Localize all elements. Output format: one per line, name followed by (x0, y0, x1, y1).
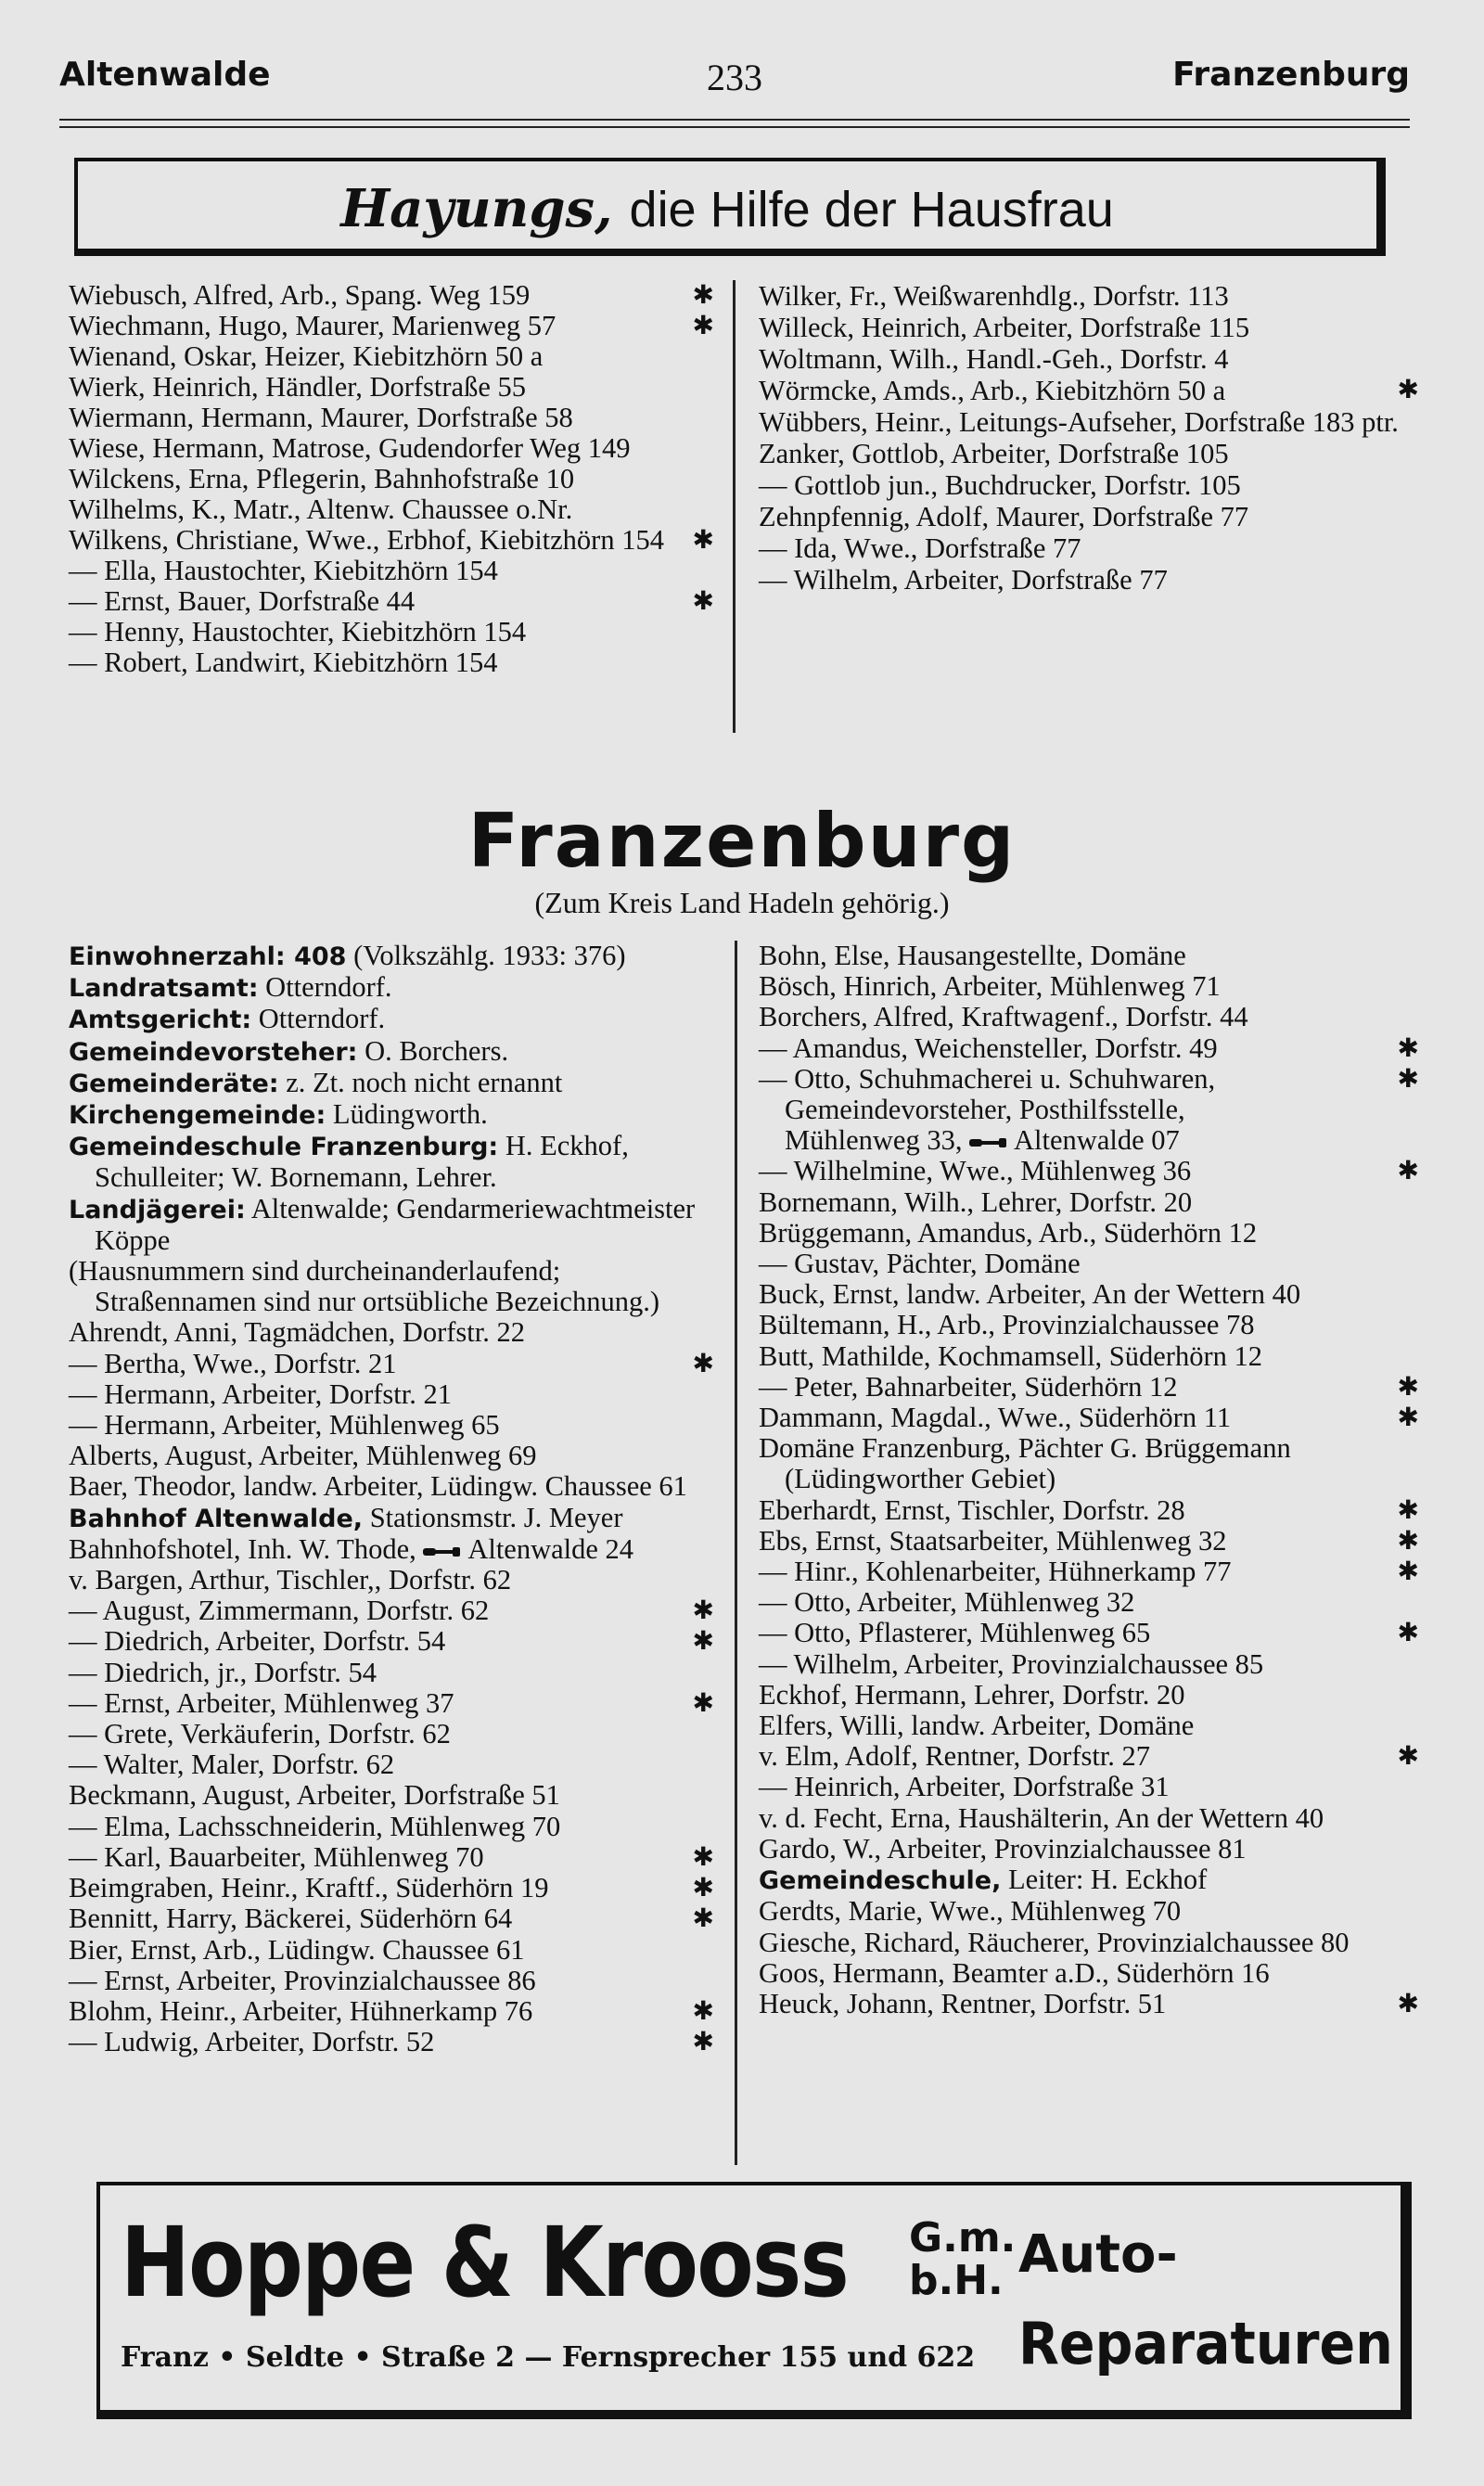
ad-gmbh: G.m. b.H. (909, 2214, 1017, 2304)
directory-entry: Wilhelms, K., Matr., Altenw. Chaussee o.Nr. (69, 493, 573, 525)
info-gemeinderaete: Gemeinderäte: z. Zt. noch nicht ernannt (69, 1066, 563, 1098)
lower-right-column (759, 941, 1423, 2019)
directory-entry: Brüggemann, Amandus, Arb., Süderhörn 12 (759, 1216, 1258, 1249)
star-icon: ✱ (692, 526, 714, 555)
directory-entry: Blohm, Heinr., Arbeiter, Hühnerkamp 76 ✱ (69, 1994, 714, 2027)
star-icon: ✱ (692, 1349, 714, 1378)
directory-entry: — Henny, Haustochter, Kiebitzhörn 154 (69, 616, 527, 647)
directory-entry: — Elma, Lachsschneiderin, Mühlenweg 70 (69, 1810, 561, 1842)
directory-entry: Wübbers, Heinr., Leitungs-Aufseher, Dorfstraße 183 ptr. (759, 406, 1399, 438)
section-subtitle: (Zum Kreis Land Hadeln gehörig.) (534, 886, 950, 919)
star-icon: ✱ (692, 281, 714, 310)
directory-entry: — August, Zimmermann, Dorfstr. 62 ✱ (69, 1595, 714, 1627)
section-title: Franzenburg (467, 798, 1017, 884)
header-rule-bottom (59, 126, 1410, 128)
directory-entry: Zehnpfennig, Adolf, Maurer, Dorfstraße 77 (759, 501, 1249, 532)
directory-entry: Eckhof, Hermann, Lehrer, Dorfstr. 20 (759, 1678, 1185, 1711)
directory-entry: — Ella, Haustochter, Kiebitzhörn 154 (69, 555, 498, 586)
directory-entry: — Ernst, Arbeiter, Provinzialchaussee 86 (69, 1964, 536, 1996)
info-gemeindeschule: Gemeindeschule Franzenburg: H. Eckhof, Schulleiter; W. Bornemann, Lehrer. (69, 1130, 629, 1194)
directory-entry: Willeck, Heinrich, Arbeiter, Dorfstraße 115 (759, 312, 1250, 343)
star-icon: ✱ (692, 312, 714, 340)
directory-entry: Wiechmann, Hugo, Maurer, Marienweg 57 ✱ (69, 310, 714, 341)
directory-entry: Heuck, Johann, Rentner, Dorfstr. 51 ✱ (759, 1987, 1419, 2019)
ad-address: Franz • Seldte • Straße 2 — Fernsprecher 155 und 622 (121, 2341, 976, 2374)
info-gemeindevorsteher: Gemeindevorsteher: O. Borchers. (69, 1034, 509, 1067)
directory-entry: v. Elm, Adolf, Rentner, Dorfstr. 27 ✱ (759, 1740, 1419, 1773)
star-icon: ✱ (1397, 1557, 1419, 1587)
star-icon: ✱ (1397, 1157, 1419, 1186)
directory-entry: — Diedrich, jr., Dorfstr. 54 (69, 1656, 377, 1688)
info-einwohner: Einwohnerzahl: 408 (Volkszählg. 1933: 376) (69, 940, 626, 971)
directory-entry: Wiebusch, Alfred, Arb., Spang. Weg 159 ✱ (69, 279, 714, 311)
directory-entry: Wilckens, Erna, Pflegerin, Bahnhofstraße 10 (69, 463, 575, 494)
directory-entry: v. d. Fecht, Erna, Haushälterin, An der Wettern 40 (759, 1801, 1324, 1834)
star-icon: ✱ (1397, 1526, 1419, 1556)
directory-entry: — Ernst, Arbeiter, Mühlenweg 37 ✱ (69, 1686, 714, 1719)
directory-entry: — Ida, Wwe., Dorfstraße 77 (759, 532, 1081, 564)
directory-entry: — Gottlob jun., Buchdrucker, Dorfstr. 105 (759, 469, 1241, 501)
info-landratsamt: Landratsamt: Otterndorf. (69, 971, 392, 1004)
directory-entry: — Peter, Bahnarbeiter, Süderhörn 12 ✱ (759, 1370, 1419, 1403)
directory-entry: Wierk, Heinrich, Händler, Dorfstraße 55 (69, 371, 526, 403)
directory-entry: Wienand, Oskar, Heizer, Kiebitzhörn 50 a (69, 340, 544, 372)
star-icon: ✱ (1397, 1742, 1419, 1772)
lower-left-column (69, 941, 718, 2057)
directory-entry: Gerdts, Marie, Wwe., Mühlenweg 70 (759, 1895, 1182, 1928)
ad-slogan: die Hilfe der Hausfrau (629, 182, 1114, 237)
ad-company-name: Hoppe & Krooss (121, 2206, 848, 2319)
info-landjaegerei: Landjägerei: Altenwalde; Gendarmeriewachtmeister Köppe (69, 1192, 696, 1256)
star-icon: ✱ (1397, 376, 1419, 404)
directory-entry: Wilker, Fr., Weißwarenhdlg., Dorfstr. 113 (759, 280, 1229, 312)
directory-entry: — Diedrich, Arbeiter, Dorfstr. 54 ✱ (69, 1625, 714, 1658)
info-gemeindeschule-leiter: Gemeindeschule, Leiter: H. Eckhof (759, 1864, 1208, 1896)
info-kirchengemeinde: Kirchengemeinde: Lüdingworth. (69, 1098, 488, 1131)
directory-entry: — Wilhelm, Arbeiter, Dorfstraße 77 (759, 564, 1168, 596)
directory-entry: — Bertha, Wwe., Dorfstr. 21 ✱ (69, 1347, 714, 1379)
directory-entry: Ebs, Ernst, Staatsarbeiter, Mühlenweg 32 ✱ (759, 1524, 1419, 1557)
directory-entry: — Walter, Maler, Dorfstr. 62 (69, 1749, 395, 1781)
directory-entry: Bennitt, Harry, Bäckerei, Süderhörn 64 ✱ (69, 1903, 714, 1935)
star-icon: ✱ (692, 1596, 714, 1626)
ad-reparaturen: Reparaturen (1018, 2310, 1393, 2377)
directory-entry: Butt, Mathilde, Kochmamsell, Süderhörn 12 (759, 1339, 1262, 1372)
directory-entry: Eberhardt, Ernst, Tischler, Dorfstr. 28 ✱ (759, 1493, 1419, 1526)
page-number: 233 (707, 57, 762, 98)
directory-entry: Dammann, Magdal., Wwe., Süderhörn 11 ✱ (759, 1402, 1419, 1434)
directory-entry: Elfers, Willi, landw. Arbeiter, Domäne (759, 1710, 1195, 1742)
header-left-place: Altenwalde (59, 56, 271, 94)
directory-entry: Bohn, Else, Hausangestellte, Domäne (759, 940, 1186, 971)
directory-entry: Bültemann, H., Arb., Provinzialchaussee 78 (759, 1309, 1255, 1341)
directory-entry: — Wilhelm, Arbeiter, Provinzialchaussee 85 (759, 1647, 1264, 1680)
star-icon: ✱ (692, 1904, 714, 1934)
star-icon: ✱ (1397, 1989, 1419, 2018)
directory-entry: — Hermann, Arbeiter, Mühlenweg 65 (69, 1409, 500, 1442)
upper-right-column (759, 280, 1423, 596)
directory-entry: — Ludwig, Arbeiter, Dorfstr. 52 ✱ (69, 2026, 714, 2058)
directory-entry: Buck, Ernst, landw. Arbeiter, An der Wettern 40 (759, 1278, 1301, 1311)
star-icon: ✱ (1397, 1372, 1419, 1402)
directory-entry: Ahrendt, Anni, Tagmädchen, Dorfstr. 22 (69, 1316, 525, 1349)
directory-entry: Gardo, W., Arbeiter, Provinzialchaussee 81 (759, 1832, 1247, 1864)
directory-entry: — Hermann, Arbeiter, Dorfstr. 21 (69, 1378, 452, 1410)
directory-entry: Wörmcke, Amds., Arb., Kiebitzhörn 50 a ✱ (759, 375, 1419, 406)
directory-entry: Alberts, August, Arbeiter, Mühlenweg 69 (69, 1440, 537, 1472)
header-rule-top (59, 119, 1410, 121)
directory-entry: Beckmann, August, Arbeiter, Dorfstraße 51 (69, 1779, 560, 1812)
top-advertisement (74, 158, 1386, 256)
directory-entry: — Otto, Pflasterer, Mühlenweg 65 ✱ (759, 1617, 1419, 1649)
star-icon: ✱ (692, 1842, 714, 1872)
info-hausnummern-note: (Hausnummern sind durcheinanderlaufend; Straßennamen sind nur ortsübliche Bezeichnung.) (69, 1255, 659, 1318)
star-icon: ✱ (1397, 1064, 1419, 1094)
directory-entry: Wiermann, Hermann, Maurer, Dorfstraße 58 (69, 402, 573, 433)
directory-entry: Wiese, Hermann, Matrose, Gudendorfer Weg 149 (69, 432, 631, 464)
ad-brand: Hayungs, (340, 178, 613, 239)
upper-column-divider (733, 280, 736, 733)
star-icon: ✱ (1397, 1619, 1419, 1648)
listing-otto-phone: Mühlenweg 33, Altenwalde 07 (785, 1124, 1180, 1157)
directory-entry: Giesche, Richard, Räucherer, Provinzialchaussee 80 (759, 1926, 1350, 1958)
directory-entry: Bösch, Hinrich, Arbeiter, Mühlenweg 71 (759, 970, 1221, 1003)
star-icon: ✱ (692, 1688, 714, 1718)
directory-entry: Baer, Theodor, landw. Arbeiter, Lüdingw. Chaussee 61 (69, 1470, 687, 1503)
directory-entry: — Wilhelmine, Wwe., Mühlenweg 36 ✱ (759, 1155, 1419, 1187)
listing-bahnhofshotel: Bahnhofshotel, Inh. W. Thode, Altenwalde 24 (69, 1532, 634, 1565)
star-icon: ✱ (692, 1874, 714, 1903)
header-right-place: Franzenburg (1172, 56, 1410, 94)
directory-entry: Domäne Franzenburg, Pächter G. Brüggemann (Lüdingworther Gebiet) (759, 1432, 1291, 1495)
page-header (59, 56, 1410, 102)
star-icon: ✱ (692, 1996, 714, 2026)
star-icon: ✱ (1397, 1033, 1419, 1063)
directory-entry: — Otto, Arbeiter, Mühlenweg 32 (759, 1586, 1135, 1619)
directory-entry: — Heinrich, Arbeiter, Dorfstraße 31 (759, 1771, 1170, 1803)
upper-left-column (69, 280, 718, 678)
phone-icon (969, 1136, 1008, 1149)
star-icon: ✱ (692, 2028, 714, 2057)
directory-entry: Bier, Ernst, Arb., Lüdingw. Chaussee 61 (69, 1933, 525, 1966)
star-icon: ✱ (692, 587, 714, 616)
directory-entry: — Karl, Bauarbeiter, Mühlenweg 70 ✱ (69, 1840, 714, 1873)
directory-entry: Wilkens, Christiane, Wwe., Erbhof, Kiebitzhörn 154 ✱ (69, 524, 714, 556)
directory-entry: Zanker, Gottlob, Arbeiter, Dorfstraße 105 (759, 438, 1229, 469)
directory-entry: — Otto, Schuhmacherei u. Schuhwaren, Gemeindevorsteher, Posthilfsstelle, ✱ (759, 1062, 1419, 1126)
star-icon: ✱ (1397, 1495, 1419, 1525)
ad-auto: Auto- (1018, 2224, 1178, 2285)
directory-entry: — Hinr., Kohlenarbeiter, Hühnerkamp 77 ✱ (759, 1556, 1419, 1588)
star-icon: ✱ (1397, 1403, 1419, 1433)
phone-icon (423, 1545, 462, 1558)
bottom-advertisement (96, 2182, 1412, 2419)
directory-entry: — Ernst, Bauer, Dorfstraße 44 ✱ (69, 585, 714, 617)
directory-entry: v. Bargen, Arthur, Tischler,, Dorfstr. 62 (69, 1564, 512, 1596)
directory-entry: Borchers, Alfred, Kraftwagenf., Dorfstr. 44 (759, 1001, 1248, 1033)
info-bahnhof: Bahnhof Altenwalde, Stationsmstr. J. Meyer (69, 1501, 623, 1533)
directory-entry: Goos, Hermann, Beamter a.D., Süderhörn 16 (759, 1956, 1270, 1989)
directory-entry: — Gustav, Pächter, Domäne (759, 1248, 1081, 1280)
directory-entry: — Amandus, Weichensteller, Dorfstr. 49 ✱ (759, 1032, 1419, 1064)
directory-entry: Bornemann, Wilh., Lehrer, Dorfstr. 20 (759, 1185, 1193, 1218)
directory-entry: Beimgraben, Heinr., Kraftf., Süderhörn 19 ✱ (69, 1872, 714, 1904)
directory-entry: Woltmann, Wilh., Handl.-Geh., Dorfstr. 4 (759, 343, 1229, 375)
directory-entry: — Robert, Landwirt, Kiebitzhörn 154 (69, 647, 498, 678)
directory-entry: — Grete, Verkäuferin, Dorfstr. 62 (69, 1718, 451, 1750)
info-amtsgericht: Amtsgericht: Otterndorf. (69, 1003, 386, 1035)
lower-column-divider (735, 941, 737, 2165)
star-icon: ✱ (692, 1627, 714, 1657)
